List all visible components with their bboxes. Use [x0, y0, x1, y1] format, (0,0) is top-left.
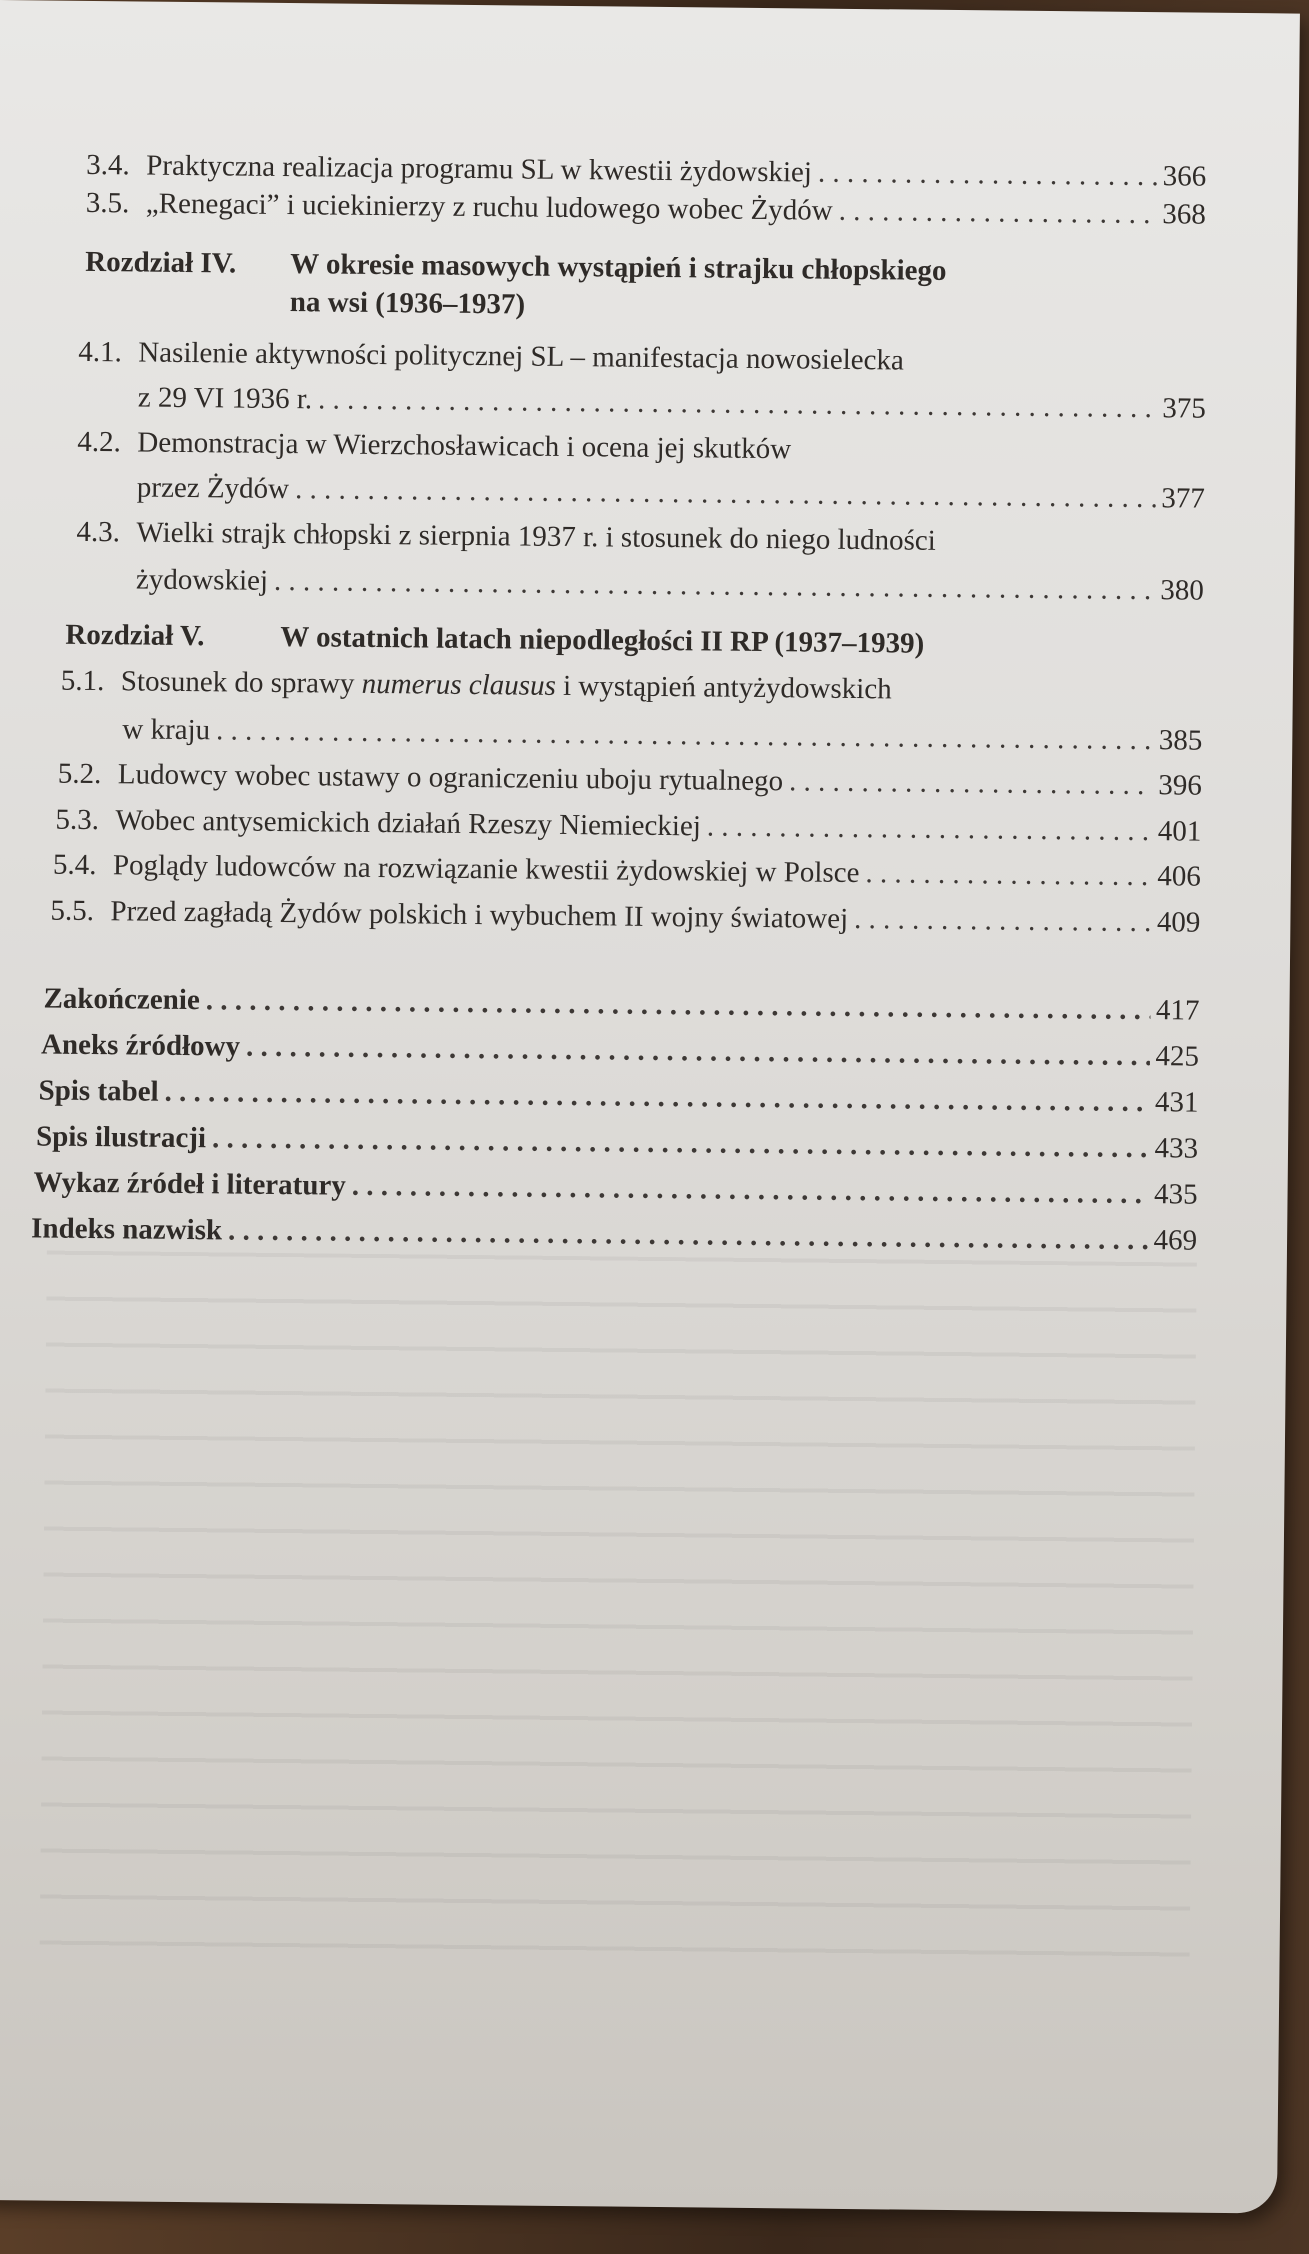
page-number: 469: [1153, 1224, 1198, 1257]
page-number: 431: [1154, 1086, 1199, 1119]
entry-title-cont: żydowskiej: [135, 563, 269, 597]
page-number: 380: [1160, 574, 1205, 607]
leader-dots: [216, 714, 1153, 757]
chapter-title: W okresie masowych wystąpień i strajku chłopskiego: [290, 248, 947, 287]
page-number: 435: [1153, 1178, 1198, 1211]
toc-entry-aneks[interactable]: [41, 1028, 1199, 1073]
toc-entry-spis-ilustracji[interactable]: [36, 1120, 1198, 1165]
leader-dots: [707, 810, 1152, 848]
entry-title: Spis ilustracji: [35, 1120, 207, 1155]
entry-title: Nasilenie aktywności politycznej SL – manifestacja nowosielecka: [138, 336, 905, 377]
entry-title: Przed zagładą Żydów polskich i wybuchem II wojny światowej: [110, 895, 849, 935]
entry-title-cont: w kraju: [122, 713, 211, 747]
bleed-through-text: [40, 1251, 1197, 1963]
leader-dots: [789, 765, 1153, 802]
page-number: 425: [1155, 1040, 1200, 1073]
leader-dots: [164, 1076, 1149, 1119]
leader-dots: [839, 195, 1157, 231]
entry-number: 3.4.: [86, 148, 130, 182]
toc-entry-3-5[interactable]: [86, 187, 1206, 232]
entry-title: „Renegaci” i uciekinierzy z ruchu ludowego wobec Żydów: [145, 187, 833, 227]
page-number: 375: [1162, 392, 1206, 425]
entry-title: Ludowcy wobec ustawy o ograniczeniu uboju rytualnego: [117, 758, 784, 798]
toc-entry-5-4[interactable]: [53, 849, 1201, 894]
page-number: 409: [1156, 906, 1201, 939]
toc-entry-4-3[interactable]: [76, 516, 936, 558]
entry-title-rest: i wystąpień antyżydowskich: [555, 669, 892, 706]
page-number: 385: [1158, 724, 1203, 757]
chapter-heading-4[interactable]: [85, 246, 947, 288]
leader-dots: [865, 857, 1151, 893]
entry-title: Wielki strajk chłopski z sierpnia 1937 r. i stosunek do niego ludności: [136, 516, 937, 557]
chapter-title-cont: na wsi (1936–1937): [289, 286, 526, 321]
entry-number: 5.4.: [52, 848, 97, 882]
chapter-heading-5[interactable]: [65, 619, 924, 661]
toc-entry-4-3-cont[interactable]: [136, 563, 1204, 607]
chapter-label: Rozdział V.: [65, 618, 205, 653]
entry-number: 4.1.: [78, 335, 122, 369]
entry-number: 5.1.: [60, 664, 105, 698]
leader-dots: [206, 984, 1151, 1027]
entry-title: Aneks źródłowy: [40, 1028, 241, 1063]
entry-number: 5.2.: [57, 757, 102, 791]
page-number: 401: [1157, 815, 1202, 848]
entry-title: Stosunek do sprawy: [120, 665, 362, 700]
entry-title: Poglądy ludowców na rozwiązanie kwestii żydowskiej w Polsce: [112, 849, 860, 890]
leader-dots: [352, 1170, 1149, 1211]
toc-entry-4-2[interactable]: [77, 426, 791, 466]
entry-title: Zakończenie: [43, 982, 200, 1017]
toc-entry-zakonczenie[interactable]: [43, 983, 1199, 1028]
entry-title: Spis tabel: [38, 1074, 159, 1108]
entry-number: 5.5.: [50, 894, 95, 928]
toc-entry-4-1-cont[interactable]: [138, 381, 1206, 425]
entry-number: 3.5.: [85, 186, 130, 220]
chapter-label: Rozdział IV.: [85, 245, 237, 280]
entry-number: 4.3.: [76, 515, 121, 549]
entry-title-cont: z 29 VI 1936 r.: [137, 381, 313, 416]
leader-dots: [818, 157, 1157, 194]
leader-dots: [246, 1031, 1150, 1073]
leader-dots: [212, 1122, 1149, 1165]
toc-entry-wykaz-zrodel[interactable]: [33, 1166, 1197, 1211]
toc-entry-4-1[interactable]: [78, 336, 904, 378]
entry-title: Indeks nazwisk: [30, 1212, 223, 1247]
leader-dots: [854, 903, 1151, 939]
page-number: 433: [1154, 1132, 1199, 1165]
page-number: 366: [1162, 160, 1207, 193]
entry-title: Praktyczna realizacja programu SL w kwestii żydowskiej: [146, 149, 813, 189]
entry-number: 5.3.: [55, 803, 100, 837]
toc-entry-4-2-cont[interactable]: [137, 471, 1205, 515]
page-number: 406: [1157, 860, 1202, 893]
entry-number: 4.2.: [77, 425, 122, 459]
page-number: 396: [1158, 769, 1203, 802]
toc-entry-5-5[interactable]: [50, 895, 1200, 940]
leader-dots: [318, 383, 1157, 425]
leader-dots: [274, 565, 1155, 607]
leader-dots: [295, 473, 1156, 515]
toc-entry-5-1-cont[interactable]: [122, 713, 1202, 757]
entry-title-cont: przez Żydów: [136, 471, 290, 506]
toc-entry-5-2[interactable]: [58, 758, 1202, 803]
chapter-heading-4-cont: [290, 286, 526, 321]
chapter-title: W ostatnich latach niepodległości II RP (1937–1939): [280, 620, 925, 660]
entry-title: Wykaz źródeł i literatury: [33, 1166, 346, 1202]
toc-entry-spis-tabel[interactable]: [38, 1074, 1198, 1119]
entry-title-italic: numerus clausus: [361, 667, 557, 702]
leader-dots: [228, 1214, 1148, 1257]
entry-title: Wobec antysemickich działań Rzeszy Niemieckiej: [115, 804, 702, 843]
toc-entry-indeks[interactable]: [31, 1212, 1197, 1257]
toc-entry-3-4[interactable]: [86, 149, 1206, 194]
toc-entry-5-3[interactable]: [55, 804, 1201, 849]
page-number: 368: [1162, 198, 1206, 231]
entry-title: Demonstracja w Wierzchosławicach i ocena jej skutków: [137, 426, 792, 466]
toc-entry-5-1[interactable]: [61, 665, 892, 707]
page-number: 417: [1155, 994, 1200, 1027]
page-number: 377: [1161, 482, 1206, 515]
